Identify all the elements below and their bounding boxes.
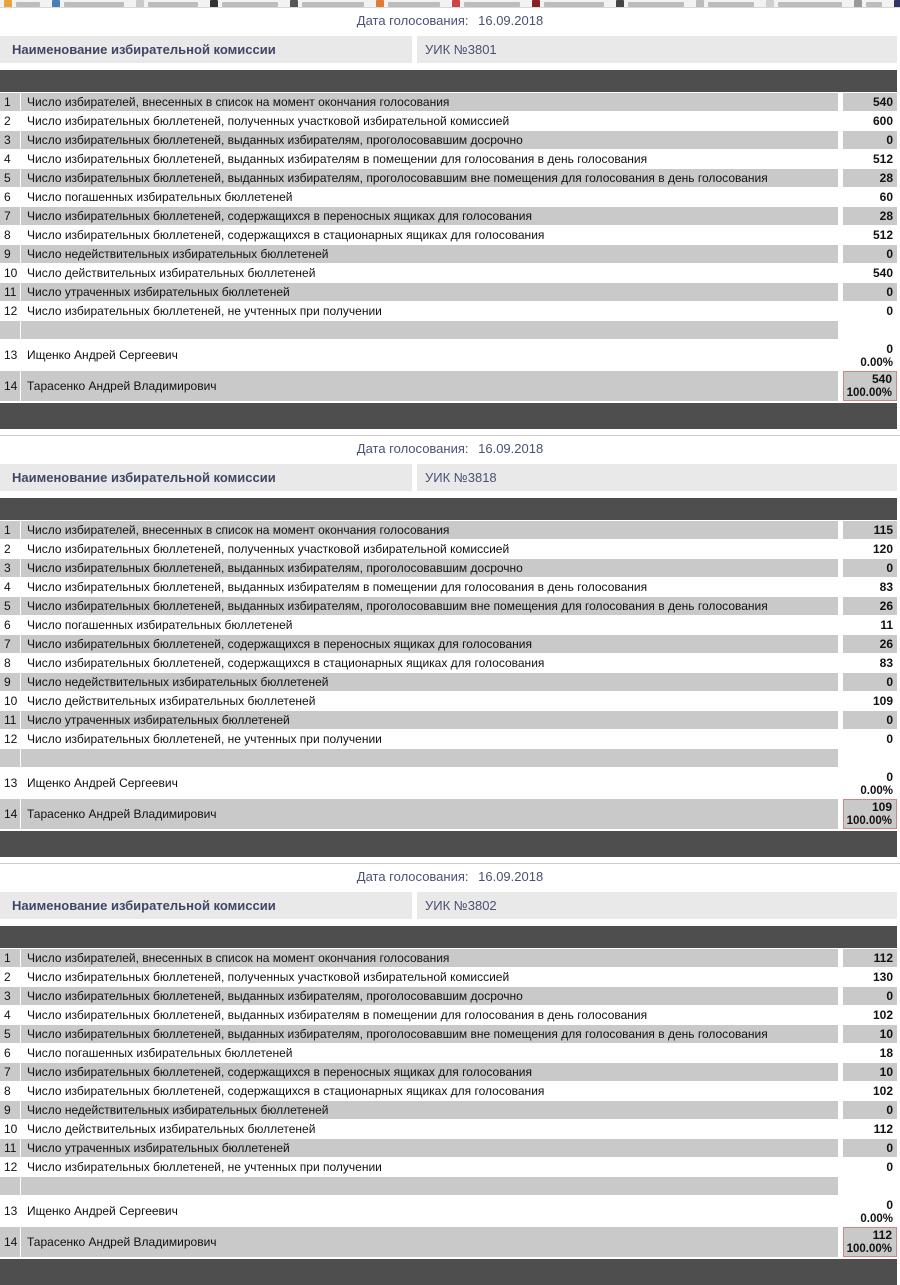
row-number: 12 bbox=[0, 730, 20, 748]
row-value: 28 bbox=[843, 169, 897, 187]
row-label: Число избирательных бюллетеней, выданных избирателям в помещении для голосования в день голосования bbox=[21, 578, 838, 596]
candidate-row bbox=[0, 768, 900, 798]
commission-name-label: Наименование избирательной комиссии bbox=[0, 892, 412, 919]
candidate-row bbox=[0, 371, 900, 401]
table-header-band bbox=[0, 926, 897, 948]
row-number: 7 bbox=[0, 207, 20, 225]
table-row bbox=[0, 169, 900, 187]
spacer-row bbox=[0, 1177, 900, 1195]
row-value: 0 bbox=[843, 245, 897, 263]
candidate-percent: 0.00% bbox=[860, 1213, 893, 1225]
row-number: 2 bbox=[0, 112, 20, 130]
bookmark-item[interactable] bbox=[290, 0, 364, 8]
bookmark-favicon bbox=[4, 0, 12, 8]
bookmark-label-placeholder bbox=[544, 2, 604, 7]
table-row bbox=[0, 1158, 900, 1176]
table-row bbox=[0, 226, 900, 244]
table-row bbox=[0, 540, 900, 558]
candidate-votes: 0 bbox=[886, 1198, 893, 1212]
bookmark-favicon bbox=[854, 0, 862, 8]
table-row bbox=[0, 207, 900, 225]
row-number: 10 bbox=[0, 692, 20, 710]
row-value: 60 bbox=[843, 188, 897, 206]
candidate-number: 13 bbox=[0, 1196, 20, 1226]
candidates-container bbox=[0, 1196, 900, 1257]
row-label: Число избирательных бюллетеней, выданных избирателям в помещении для голосования в день голосования bbox=[21, 1006, 838, 1024]
table-row bbox=[0, 730, 900, 748]
table-footer-band bbox=[0, 1259, 897, 1285]
row-value: 0 bbox=[843, 302, 897, 320]
candidate-name: Ищенко Андрей Сергеевич bbox=[21, 1196, 838, 1226]
row-number: 11 bbox=[0, 283, 20, 301]
row-value: 102 bbox=[843, 1006, 897, 1024]
row-number: 5 bbox=[0, 169, 20, 187]
candidate-result-cell bbox=[843, 340, 897, 370]
row-value: 28 bbox=[843, 207, 897, 225]
candidate-votes: 0 bbox=[886, 770, 893, 784]
bookmark-label-placeholder bbox=[464, 2, 520, 7]
bookmark-favicon bbox=[616, 0, 624, 8]
row-label: Число утраченных избирательных бюллетеней bbox=[21, 711, 838, 729]
table-row bbox=[0, 1025, 900, 1043]
row-label: Число действительных избирательных бюллетеней bbox=[21, 692, 838, 710]
row-value: 0 bbox=[843, 1158, 897, 1176]
row-value: 600 bbox=[843, 112, 897, 130]
row-number: 11 bbox=[0, 1139, 20, 1157]
candidate-number: 14 bbox=[0, 1227, 20, 1257]
candidate-result-cell bbox=[843, 799, 897, 829]
row-label: Число погашенных избирательных бюллетеней bbox=[21, 616, 838, 634]
row-number: 5 bbox=[0, 597, 20, 615]
row-value: 0 bbox=[843, 1101, 897, 1119]
row-number: 12 bbox=[0, 302, 20, 320]
table-row bbox=[0, 93, 900, 111]
table-header-band bbox=[0, 70, 897, 92]
candidate-name: Тарасенко Андрей Владимирович bbox=[21, 1227, 838, 1257]
candidate-votes: 540 bbox=[871, 372, 892, 386]
table-row bbox=[0, 635, 900, 653]
bookmark-item[interactable] bbox=[696, 0, 754, 8]
row-value: 112 bbox=[843, 949, 897, 967]
row-number: 4 bbox=[0, 150, 20, 168]
bookmark-label-placeholder bbox=[778, 2, 842, 7]
row-number: 8 bbox=[0, 226, 20, 244]
spacer-number-cell bbox=[0, 749, 20, 767]
table-row bbox=[0, 597, 900, 615]
candidate-name: Ищенко Андрей Сергеевич bbox=[21, 768, 838, 798]
row-number: 4 bbox=[0, 578, 20, 596]
commission-number: УИК №3818 bbox=[417, 464, 897, 491]
row-number: 3 bbox=[0, 987, 20, 1005]
candidate-name: Тарасенко Андрей Владимирович bbox=[21, 371, 838, 401]
candidate-percent: 0.00% bbox=[860, 357, 893, 369]
row-value: 0 bbox=[843, 1139, 897, 1157]
row-number: 8 bbox=[0, 1082, 20, 1100]
candidate-row bbox=[0, 1196, 900, 1226]
row-label: Число избирательных бюллетеней, выданных избирателям, проголосовавшим вне помещения для голосования в день голосования bbox=[21, 597, 838, 615]
row-number: 3 bbox=[0, 559, 20, 577]
commission-report bbox=[0, 8, 900, 429]
table-row bbox=[0, 131, 900, 149]
row-label: Число избирательных бюллетеней, не учтенных при получении bbox=[21, 1158, 838, 1176]
bookmark-label-placeholder bbox=[222, 2, 278, 7]
bookmark-label-placeholder bbox=[64, 2, 124, 7]
table-row bbox=[0, 264, 900, 282]
table-row bbox=[0, 112, 900, 130]
table-header-band bbox=[0, 498, 897, 520]
row-label: Число избирательных бюллетеней, содержащихся в переносных ящиках для голосования bbox=[21, 207, 838, 225]
bookmark-favicon bbox=[894, 0, 900, 8]
table-row bbox=[0, 1139, 900, 1157]
row-value: 540 bbox=[843, 93, 897, 111]
row-value: 26 bbox=[843, 635, 897, 653]
row-value: 83 bbox=[843, 578, 897, 596]
bookmark-item[interactable] bbox=[210, 0, 278, 8]
rows-container bbox=[0, 521, 900, 748]
row-number: 6 bbox=[0, 616, 20, 634]
bookmark-label-placeholder bbox=[16, 2, 40, 7]
row-value: 0 bbox=[843, 283, 897, 301]
voting-date-label: Дата голосования: bbox=[356, 869, 469, 884]
candidate-number: 13 bbox=[0, 768, 20, 798]
row-number: 1 bbox=[0, 93, 20, 111]
results-main bbox=[0, 8, 900, 1285]
bookmark-favicon bbox=[210, 0, 218, 8]
bookmark-label-placeholder bbox=[708, 2, 754, 7]
bookmarks-bar bbox=[0, 0, 900, 8]
commission-report bbox=[0, 435, 900, 857]
bookmark-favicon bbox=[376, 0, 384, 8]
bookmark-item[interactable] bbox=[616, 0, 684, 8]
candidate-votes: 112 bbox=[872, 1228, 892, 1242]
bookmark-item[interactable] bbox=[4, 0, 40, 8]
row-label: Число недействительных избирательных бюллетеней bbox=[21, 1101, 838, 1119]
bookmark-favicon bbox=[696, 0, 704, 8]
candidate-row bbox=[0, 799, 900, 829]
bookmark-favicon bbox=[52, 0, 60, 8]
row-label: Число утраченных избирательных бюллетеней bbox=[21, 1139, 838, 1157]
bookmark-item[interactable] bbox=[136, 0, 198, 8]
commission-header-row bbox=[0, 892, 900, 919]
voting-date-value: 16.09.2018 bbox=[478, 13, 544, 28]
row-number: 10 bbox=[0, 1120, 20, 1138]
row-number: 6 bbox=[0, 188, 20, 206]
row-number: 3 bbox=[0, 131, 20, 149]
row-label: Число избирательных бюллетеней, содержащихся в переносных ящиках для голосования bbox=[21, 1063, 838, 1081]
row-label: Число избирательных бюллетеней, содержащихся в стационарных ящиках для голосования bbox=[21, 1082, 838, 1100]
table-row bbox=[0, 521, 900, 539]
row-label: Число утраченных избирательных бюллетеней bbox=[21, 283, 838, 301]
row-number: 5 bbox=[0, 1025, 20, 1043]
table-footer-band bbox=[0, 831, 897, 857]
row-label: Число избирательных бюллетеней, полученных участковой избирательной комиссией bbox=[21, 112, 838, 130]
row-label: Число избирательных бюллетеней, содержащихся в переносных ящиках для голосования bbox=[21, 635, 838, 653]
row-number: 8 bbox=[0, 654, 20, 672]
row-value: 109 bbox=[843, 692, 897, 710]
table-row bbox=[0, 188, 900, 206]
commission-number: УИК №3801 bbox=[417, 36, 897, 63]
table-row bbox=[0, 1101, 900, 1119]
row-value: 512 bbox=[843, 226, 897, 244]
commission-number: УИК №3802 bbox=[417, 892, 897, 919]
table-row bbox=[0, 150, 900, 168]
bookmark-favicon bbox=[766, 0, 774, 8]
row-label: Число избирателей, внесенных в список на момент окончания голосования bbox=[21, 93, 838, 111]
candidate-result-cell bbox=[843, 1196, 897, 1226]
candidate-percent: 100.00% bbox=[846, 815, 892, 827]
bookmark-label-placeholder bbox=[148, 2, 198, 7]
row-number: 2 bbox=[0, 968, 20, 986]
candidate-row bbox=[0, 1227, 900, 1257]
voting-date-line bbox=[0, 869, 900, 885]
candidate-votes: 0 bbox=[886, 342, 893, 356]
row-number: 10 bbox=[0, 264, 20, 282]
table-row bbox=[0, 616, 900, 634]
voting-date-line bbox=[0, 441, 900, 457]
bookmark-item[interactable] bbox=[532, 0, 604, 8]
row-value: 115 bbox=[843, 521, 897, 539]
row-number: 12 bbox=[0, 1158, 20, 1176]
table-row bbox=[0, 1044, 900, 1062]
bookmark-favicon bbox=[290, 0, 298, 8]
row-number: 4 bbox=[0, 1006, 20, 1024]
voting-date-label: Дата голосования: bbox=[356, 13, 469, 28]
table-row bbox=[0, 302, 900, 320]
table-row bbox=[0, 1063, 900, 1081]
spacer-desc-cell bbox=[21, 321, 838, 339]
row-label: Число избирательных бюллетеней, выданных избирателям, проголосовавшим досрочно bbox=[21, 987, 838, 1005]
voting-date-value: 16.09.2018 bbox=[478, 869, 544, 884]
row-value: 11 bbox=[843, 616, 897, 634]
spacer-value-cell bbox=[843, 321, 897, 339]
table-row bbox=[0, 1006, 900, 1024]
bookmark-favicon bbox=[136, 0, 144, 8]
candidate-result-cell bbox=[843, 371, 897, 401]
row-number: 1 bbox=[0, 949, 20, 967]
table-row bbox=[0, 578, 900, 596]
table-row bbox=[0, 1082, 900, 1100]
table-row bbox=[0, 654, 900, 672]
table-row bbox=[0, 245, 900, 263]
commission-header-row bbox=[0, 464, 900, 491]
candidate-result-cell bbox=[843, 768, 897, 798]
table-footer-band bbox=[0, 403, 897, 429]
row-label: Число избирателей, внесенных в список на момент окончания голосования bbox=[21, 949, 838, 967]
table-row bbox=[0, 283, 900, 301]
row-label: Число недействительных избирательных бюллетеней bbox=[21, 245, 838, 263]
spacer-row bbox=[0, 321, 900, 339]
row-label: Число избирательных бюллетеней, содержащихся в стационарных ящиках для голосования bbox=[21, 654, 838, 672]
voting-date-value: 16.09.2018 bbox=[478, 441, 544, 456]
row-number: 7 bbox=[0, 1063, 20, 1081]
row-label: Число избирательных бюллетеней, выданных избирателям, проголосовавшим досрочно bbox=[21, 559, 838, 577]
row-value: 112 bbox=[843, 1120, 897, 1138]
table-row bbox=[0, 1120, 900, 1138]
table-row bbox=[0, 673, 900, 691]
candidates-container bbox=[0, 340, 900, 401]
row-label: Число погашенных избирательных бюллетеней bbox=[21, 188, 838, 206]
row-value: 18 bbox=[843, 1044, 897, 1062]
row-value: 0 bbox=[843, 131, 897, 149]
row-value: 10 bbox=[843, 1063, 897, 1081]
table-row bbox=[0, 711, 900, 729]
table-row bbox=[0, 987, 900, 1005]
table-row bbox=[0, 559, 900, 577]
row-label: Число избирательных бюллетеней, выданных избирателям, проголосовавшим вне помещения для голосования в день голосования bbox=[21, 169, 838, 187]
row-number: 7 bbox=[0, 635, 20, 653]
candidate-number: 14 bbox=[0, 371, 20, 401]
bookmark-item[interactable] bbox=[52, 0, 124, 8]
candidate-percent: 100.00% bbox=[846, 1243, 892, 1255]
row-value: 512 bbox=[843, 150, 897, 168]
row-value: 120 bbox=[843, 540, 897, 558]
spacer-value-cell bbox=[843, 749, 897, 767]
candidate-name: Тарасенко Андрей Владимирович bbox=[21, 799, 838, 829]
commission-name-label: Наименование избирательной комиссии bbox=[0, 36, 412, 63]
bookmark-item[interactable] bbox=[452, 0, 520, 8]
bookmark-favicon bbox=[452, 0, 460, 8]
row-value: 102 bbox=[843, 1082, 897, 1100]
candidate-row bbox=[0, 340, 900, 370]
row-value: 0 bbox=[843, 730, 897, 748]
candidate-votes: 109 bbox=[871, 800, 892, 814]
candidates-container bbox=[0, 768, 900, 829]
row-number: 9 bbox=[0, 245, 20, 263]
bookmark-label-placeholder bbox=[302, 2, 364, 7]
candidate-name: Ищенко Андрей Сергеевич bbox=[21, 340, 838, 370]
voting-date-line bbox=[0, 13, 900, 29]
bookmark-item[interactable] bbox=[894, 0, 900, 8]
spacer-number-cell bbox=[0, 1177, 20, 1195]
bookmark-label-placeholder bbox=[628, 2, 684, 7]
bookmark-item[interactable] bbox=[766, 0, 842, 8]
candidate-result-cell bbox=[843, 1227, 897, 1257]
spacer-row bbox=[0, 749, 900, 767]
spacer-value-cell bbox=[843, 1177, 897, 1195]
table-row bbox=[0, 968, 900, 986]
bookmark-favicon bbox=[532, 0, 540, 8]
bookmark-label-placeholder bbox=[866, 2, 882, 7]
row-label: Число действительных избирательных бюллетеней bbox=[21, 1120, 838, 1138]
row-label: Число недействительных избирательных бюллетеней bbox=[21, 673, 838, 691]
row-value: 0 bbox=[843, 711, 897, 729]
commission-header-row bbox=[0, 36, 900, 63]
rows-container bbox=[0, 93, 900, 320]
bookmark-item[interactable] bbox=[854, 0, 882, 8]
commission-report bbox=[0, 863, 900, 1285]
row-label: Число избирательных бюллетеней, полученных участковой избирательной комиссией bbox=[21, 968, 838, 986]
rows-container bbox=[0, 949, 900, 1176]
row-value: 130 bbox=[843, 968, 897, 986]
table-row bbox=[0, 692, 900, 710]
candidate-percent: 0.00% bbox=[860, 785, 893, 797]
row-label: Число избирательных бюллетеней, выданных избирателям в помещении для голосования в день голосования bbox=[21, 150, 838, 168]
spacer-number-cell bbox=[0, 321, 20, 339]
row-value: 0 bbox=[843, 559, 897, 577]
row-label: Число избирательных бюллетеней, выданных избирателям, проголосовавшим вне помещения для голосования в день голосования bbox=[21, 1025, 838, 1043]
voting-date-label: Дата голосования: bbox=[356, 441, 469, 456]
row-label: Число действительных избирательных бюллетеней bbox=[21, 264, 838, 282]
candidate-percent: 100.00% bbox=[846, 387, 892, 399]
row-label: Число избирательных бюллетеней, полученных участковой избирательной комиссией bbox=[21, 540, 838, 558]
row-label: Число погашенных избирательных бюллетеней bbox=[21, 1044, 838, 1062]
row-label: Число избирательных бюллетеней, содержащихся в стационарных ящиках для голосования bbox=[21, 226, 838, 244]
row-value: 0 bbox=[843, 987, 897, 1005]
row-number: 11 bbox=[0, 711, 20, 729]
table-row bbox=[0, 949, 900, 967]
spacer-desc-cell bbox=[21, 749, 838, 767]
row-value: 26 bbox=[843, 597, 897, 615]
row-label: Число избирательных бюллетеней, не учтенных при получении bbox=[21, 302, 838, 320]
row-label: Число избирательных бюллетеней, не учтенных при получении bbox=[21, 730, 838, 748]
row-number: 6 bbox=[0, 1044, 20, 1062]
candidate-number: 14 bbox=[0, 799, 20, 829]
row-number: 1 bbox=[0, 521, 20, 539]
row-value: 540 bbox=[843, 264, 897, 282]
commission-name-label: Наименование избирательной комиссии bbox=[0, 464, 412, 491]
row-value: 10 bbox=[843, 1025, 897, 1043]
row-label: Число избирательных бюллетеней, выданных избирателям, проголосовавшим досрочно bbox=[21, 131, 838, 149]
row-number: 9 bbox=[0, 673, 20, 691]
row-number: 9 bbox=[0, 1101, 20, 1119]
spacer-desc-cell bbox=[21, 1177, 838, 1195]
row-label: Число избирателей, внесенных в список на момент окончания голосования bbox=[21, 521, 838, 539]
bookmark-item[interactable] bbox=[376, 0, 440, 8]
row-value: 83 bbox=[843, 654, 897, 672]
bookmark-label-placeholder bbox=[388, 2, 440, 7]
row-number: 2 bbox=[0, 540, 20, 558]
candidate-number: 13 bbox=[0, 340, 20, 370]
row-value: 0 bbox=[843, 673, 897, 691]
